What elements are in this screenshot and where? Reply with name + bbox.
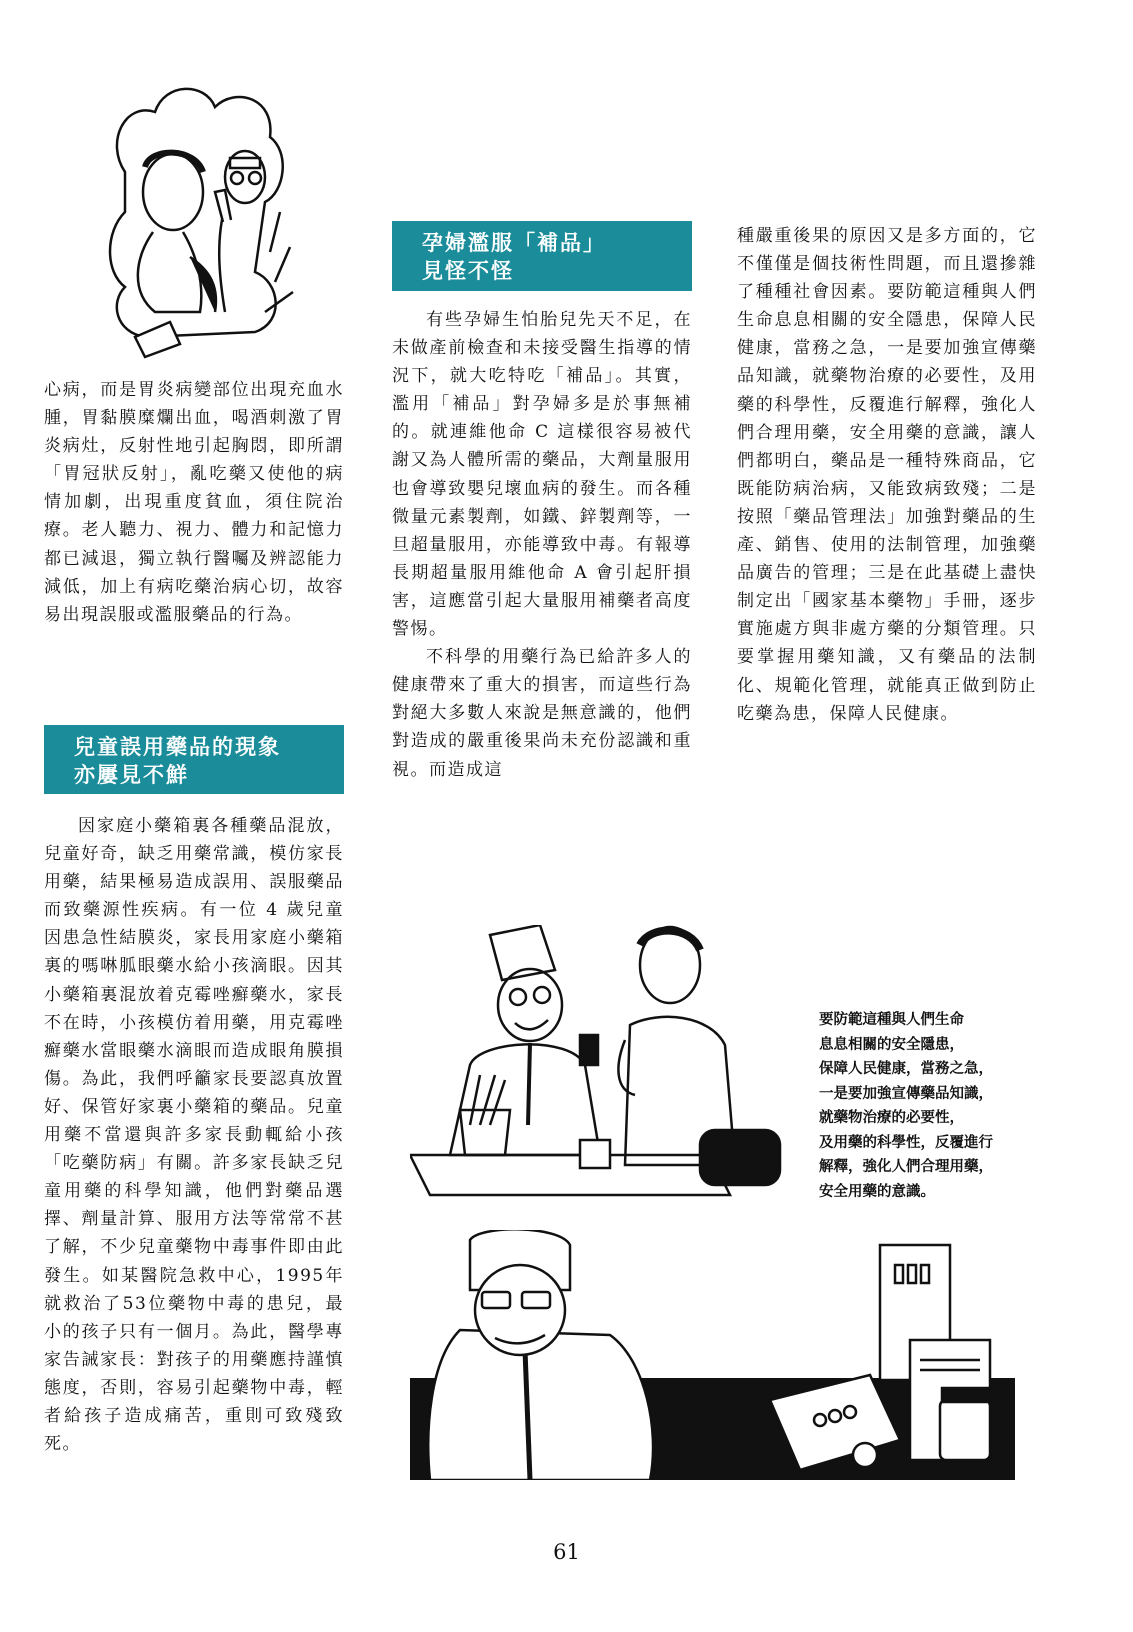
- caption-line: 就藥物治療的必要性，: [819, 1110, 964, 1126]
- section-heading-pregnant: [392, 221, 692, 291]
- column3-text: [737, 222, 1037, 728]
- paragraph: 不科學的用藥行為已給許多人的健康帶來了重大的損害，而這些行為對絕大多數人來說是無意識的，他們對造成的嚴重後果尚未充份認識和重視。而造成這: [392, 647, 692, 780]
- caption-line: 解釋，強化人們合理用藥，: [819, 1159, 993, 1175]
- heading-line-2: 亦屢見不鮮: [74, 763, 189, 787]
- elderly-couple-drinking-illustration: [95, 82, 295, 362]
- paragraph: 種嚴重後果的原因又是多方面的，它不僅僅是個技術性問題，而且還摻雜了種種社會因素。要防範這種與人們生命息息相關的安全隱患，保障人民健康，當務之急，一是要加強宣傳藥品知識，就藥物治療的必要性，及用藥的科學性，反覆進行解釋，強化人們合理用藥，安全用藥的意識，讓人們都明白，藥品是一種特殊商品，它既能防病治病，又能致病致殘；二是按照「藥品管理法」加強對藥品的生產、銷售、使用的法制管理，加強藥品廣告的管理；三是在此基礎上盡快制定出「國家基本藥物」手冊，逐步實施處方與非處方藥的分類管理。只要掌握用藥知識，又有藥品的法制化、規範化管理，就能真正做到防止吃藥為患，保障人民健康。: [737, 226, 1037, 724]
- paragraph: 有些孕婦生怕胎兒先天不足，在未做產前檢查和未接受醫生指導的情況下，就大吃特吃「補品」。其實，濫用「補品」對孕婦多是於事無補的。就連維他命 C 這樣很容易被代謝又為人體所需的藥品，大劑量服用也會導致嬰兒壞血病的發生。而各種微量元素製劑，如鐵、鋅製劑等，一旦超量服用，亦能導致中毒。有報導長期超量服用維他命 A 會引起肝損害，這應當引起大量服用補藥者高度警惕。: [392, 310, 692, 640]
- page-number: 61: [553, 1540, 580, 1564]
- heading-line-1: 孕婦濫服「補品」: [422, 231, 606, 255]
- heading-line-1: 兒童誤用藥品的現象: [74, 735, 281, 759]
- caption-line: 息息相關的安全隱患，: [819, 1036, 964, 1053]
- caption-line: 安全用藥的意識。: [819, 1183, 935, 1200]
- column1-children-text: [44, 812, 344, 1458]
- heading-line-2: 見怪不怪: [422, 259, 514, 283]
- section-heading-children: [44, 725, 344, 794]
- pharmacist-consultation-illustration: [410, 925, 790, 1215]
- doctor-with-medicines-illustration: [410, 1230, 1015, 1480]
- caption-line: 保障人民健康，當務之急，: [819, 1061, 993, 1077]
- illustration-caption: [819, 1008, 1039, 1204]
- caption-line: 及用藥的科學性，反覆進行: [819, 1134, 993, 1151]
- paragraph: 因家庭小藥箱裏各種藥品混放，兒童好奇，缺乏用藥常識，模仿家長用藥，結果極易造成誤用、誤服藥品而致藥源性疾病。有一位 4 歲兒童因患急性結膜炎，家長用家庭小藥箱裏的嗎啉胍眼藥水給小孩滴眼。因其小藥箱裏混放着克霉唑癬藥水，家長不在時，小孩模仿着用藥，用克霉唑癬藥水當眼藥水滴眼而造成眼角膜損傷。為此，我們呼籲家長要認真放置好、保管好家裏小藥箱的藥品。兒童用藥不當還與許多家長動輒給小孩「吃藥防病」有關。許多家長缺乏兒童用藥的科學知識，他們對藥品選擇、劑量計算、服用方法等常常不甚了解，不少兒童藥物中毒事件即由此發生。如某醫院急救中心，1995年就救治了53位藥物中毒的患兒，最小的孩子只有一個月。為此，醫學專家告誡家長：對孩子的用藥應持謹慎態度，否則，容易引起藥物中毒，輕者給孩子造成痛苦，重則可致殘致死。: [44, 816, 344, 1455]
- paragraph: 心病，而是胃炎病變部位出現充血水腫，胃黏膜糜爛出血，喝酒刺激了胃炎病灶，反射性地引起胸悶，即所謂「胃冠狀反射」，亂吃藥又使他的病情加劇，出現重度貧血，須住院治療。老人聽力、視力、體力和記憶力都已減退，獨立執行醫囑及辨認能力減低，加上有病吃藥治病心切，故容易出現誤服或濫服藥品的行為。: [44, 380, 344, 625]
- column2-text: [392, 306, 692, 784]
- caption-line: 要防範這種與人們生命: [819, 1012, 964, 1028]
- column1-top-text: [44, 376, 344, 629]
- caption-line: 一是要加強宣傳藥品知識，: [819, 1085, 993, 1102]
